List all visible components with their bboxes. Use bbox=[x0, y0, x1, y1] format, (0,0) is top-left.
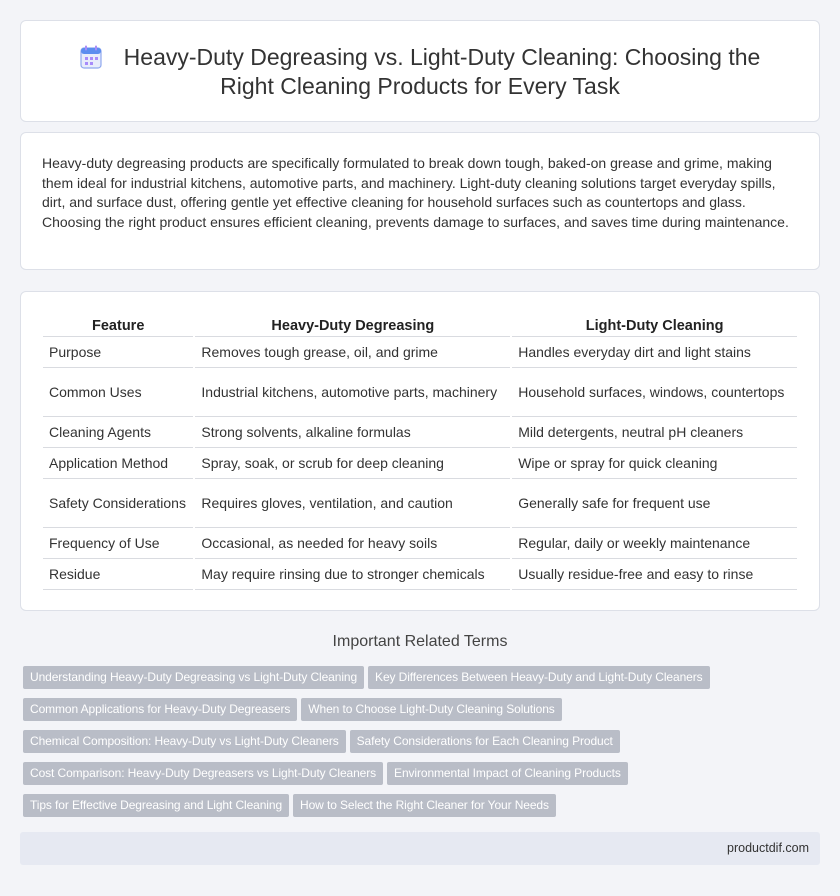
comparison-table-card bbox=[20, 291, 820, 611]
cell-heavy-duty: Spray, soak, or scrub for deep cleaning bbox=[195, 448, 510, 479]
cell-light-duty: Regular, daily or weekly maintenance bbox=[512, 528, 797, 559]
related-term-tag[interactable]: When to Choose Light-Duty Cleaning Solutions bbox=[301, 698, 561, 721]
title-card bbox=[20, 20, 820, 122]
cell-heavy-duty: Requires gloves, ventilation, and caution bbox=[195, 479, 510, 528]
cell-heavy-duty: Industrial kitchens, automotive parts, machinery bbox=[195, 368, 510, 417]
related-term-tag[interactable]: Understanding Heavy-Duty Degreasing vs Light-Duty Cleaning bbox=[23, 666, 364, 689]
table-row bbox=[43, 559, 797, 590]
footer-site-link[interactable]: productdif.com bbox=[727, 841, 809, 855]
cell-heavy-duty: Strong solvents, alkaline formulas bbox=[195, 417, 510, 448]
title-line-1: Heavy-Duty Degreasing vs. Light-Duty Cleaning: Choosing the bbox=[123, 44, 761, 70]
related-term-tag[interactable]: Tips for Effective Degreasing and Light Cleaning bbox=[23, 794, 289, 817]
related-term-tag[interactable]: Key Differences Between Heavy-Duty and Light-Duty Cleaners bbox=[368, 666, 709, 689]
tag-row bbox=[23, 730, 823, 762]
related-terms-list bbox=[23, 666, 823, 826]
cell-feature: Residue bbox=[43, 559, 193, 590]
related-term-tag[interactable]: Cost Comparison: Heavy-Duty Degreasers vs Light-Duty Cleaners bbox=[23, 762, 383, 785]
comparison-table bbox=[41, 316, 799, 590]
footer bbox=[20, 832, 820, 865]
cell-feature: Application Method bbox=[43, 448, 193, 479]
page-title bbox=[80, 43, 761, 101]
table-row bbox=[43, 479, 797, 528]
header-feature: Feature bbox=[43, 316, 193, 337]
cell-heavy-duty: Removes tough grease, oil, and grime bbox=[195, 337, 510, 368]
cell-light-duty: Mild detergents, neutral pH cleaners bbox=[512, 417, 797, 448]
related-term-tag[interactable]: How to Select the Right Cleaner for Your Needs bbox=[293, 794, 556, 817]
cell-heavy-duty: Occasional, as needed for heavy soils bbox=[195, 528, 510, 559]
title-line-2: Right Cleaning Products for Every Task bbox=[220, 73, 620, 99]
cell-feature: Purpose bbox=[43, 337, 193, 368]
table-header-row bbox=[43, 316, 797, 337]
intro-paragraph: Heavy-duty degreasing products are specifically formulated to break down tough, baked-on grease and grime, making them ideal for industrial kitchens, automotive parts, and machinery. Light-duty cleaning solutions target everyday spills, dirt, and surface dust, offering gentle yet effective cleaning for household surfaces such as countertops and glass. Choosing the right product ensures efficient cleaning, prevents damage to surfaces, and saves time during maintenance. bbox=[42, 155, 789, 230]
title-wrap bbox=[21, 43, 819, 101]
tag-row bbox=[23, 762, 823, 794]
table-row bbox=[43, 417, 797, 448]
cell-light-duty: Handles everyday dirt and light stains bbox=[512, 337, 797, 368]
cell-heavy-duty: May require rinsing due to stronger chemicals bbox=[195, 559, 510, 590]
cell-light-duty: Wipe or spray for quick cleaning bbox=[512, 448, 797, 479]
table-row bbox=[43, 368, 797, 417]
cell-feature: Common Uses bbox=[43, 368, 193, 417]
cell-feature: Safety Considerations bbox=[43, 479, 193, 528]
header-light-duty: Light-Duty Cleaning bbox=[512, 316, 797, 337]
cell-light-duty: Household surfaces, windows, countertops bbox=[512, 368, 797, 417]
cell-light-duty: Generally safe for frequent use bbox=[512, 479, 797, 528]
tag-row bbox=[23, 666, 823, 698]
related-term-tag[interactable]: Chemical Composition: Heavy-Duty vs Light-Duty Cleaners bbox=[23, 730, 346, 753]
intro-card bbox=[20, 132, 820, 270]
cell-feature: Frequency of Use bbox=[43, 528, 193, 559]
table-row bbox=[43, 528, 797, 559]
related-terms-title: Important Related Terms bbox=[332, 633, 508, 650]
cell-light-duty: Usually residue-free and easy to rinse bbox=[512, 559, 797, 590]
related-term-tag[interactable]: Safety Considerations for Each Cleaning Product bbox=[350, 730, 620, 753]
table-row bbox=[43, 448, 797, 479]
tag-row bbox=[23, 794, 823, 826]
cell-feature: Cleaning Agents bbox=[43, 417, 193, 448]
related-term-tag[interactable]: Common Applications for Heavy-Duty Degreasers bbox=[23, 698, 297, 721]
header-heavy-duty: Heavy-Duty Degreasing bbox=[195, 316, 510, 337]
calendar-icon bbox=[80, 45, 102, 69]
table-row bbox=[43, 337, 797, 368]
related-term-tag[interactable]: Environmental Impact of Cleaning Products bbox=[387, 762, 628, 785]
tag-row bbox=[23, 698, 823, 730]
